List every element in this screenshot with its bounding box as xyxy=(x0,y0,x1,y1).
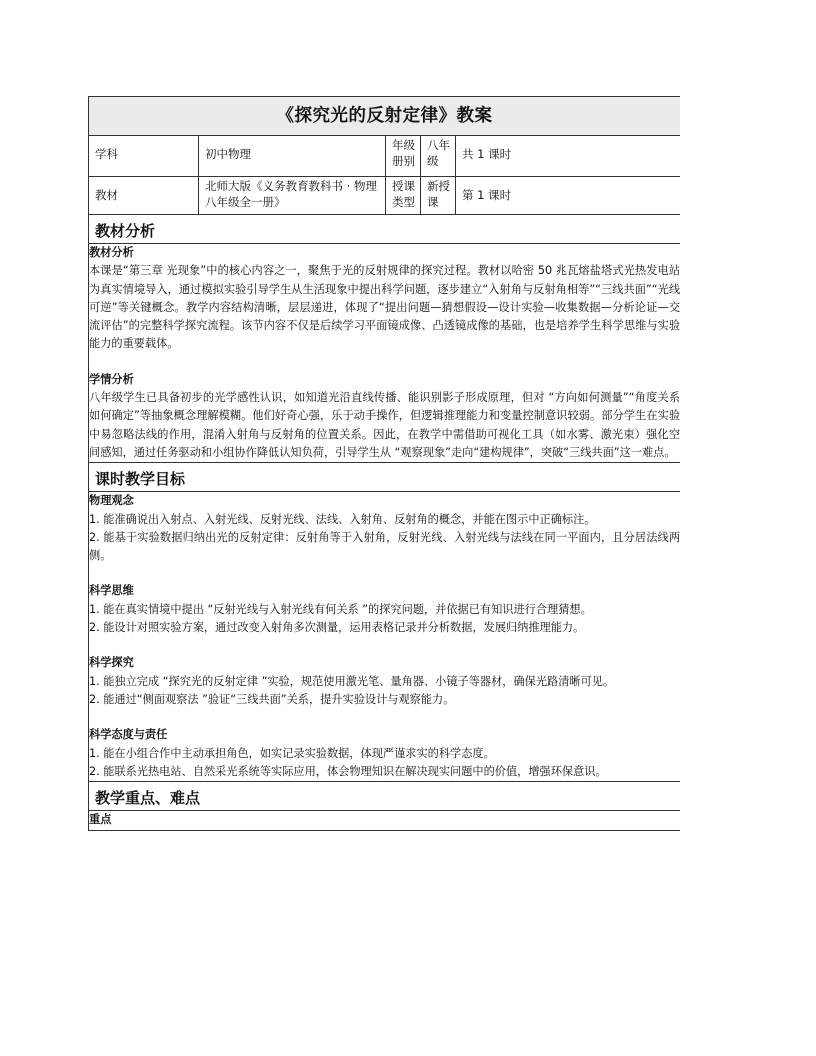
title-cell xyxy=(89,97,681,136)
analysis-body xyxy=(89,244,681,463)
objective-item: 1. 能独立完成 “探究光的反射定律 ”实验，规范使用激光笔、量角器、小镜子等器材，确保光路清晰可见。 xyxy=(89,674,615,688)
section-header-analysis xyxy=(89,215,681,244)
subheading-physics-concepts: 物理观念 xyxy=(89,494,134,508)
objective-item: 2. 能设计对照实验方案，通过改变入射角多次测量，运用表格记录并分析数据，发展归纳推理能力。 xyxy=(89,621,585,635)
info-row-subject xyxy=(89,136,681,177)
section-title-keypoints: 教学重点、难点 xyxy=(95,789,201,808)
subheading-scientific-thinking: 科学思维 xyxy=(89,584,134,598)
objective-item: 2. 能通过“侧面观察法 ”验证“三线共面”关系，提升实验设计与观察能力。 xyxy=(89,692,455,706)
objective-item: 1. 能准确说出入射点、入射光线、反射光线、法线、入射角、反射角的概念，并能在图示中正确标注。 xyxy=(89,512,596,526)
document-title: 《探究光的反射定律》教案 xyxy=(276,106,493,126)
type-label: 授课类型 xyxy=(392,179,415,209)
subheading-key-focus: 重点 xyxy=(89,813,112,827)
objective-item: 2. 能联系光热电站、自然采光系统等实际应用，体会物理知识在解决现实问题中的价值，增强环保意识。 xyxy=(89,764,607,778)
keypoints-body xyxy=(89,811,681,831)
subheading-scientific-inquiry: 科学探究 xyxy=(89,656,134,670)
subheading-attitude-responsibility: 科学态度与责任 xyxy=(89,728,168,742)
paragraph-material-analysis: 本课是“第三章 光现象”中的核心内容之一，聚焦于光的反射规律的探究过程。教材以哈密 50 兆瓦熔盐塔式光热发电站为真实情境导入，通过模拟实验引导学生从生活现象中提出科学问题，逐步建立“入射角与反射角相等”“三线共面”“光线可逆”等关键概念。教学内容结构清晰，层层递进，体现了“提出问题—猜想假设—设计实验—收集数据—分析论证—交流评估”的完整科学探究流程。该节内容不仅是后续学习平面镜成像、凸透镜成像的基础，也是培养学生科学思维与实验能力的重要载体。 xyxy=(89,264,680,351)
period-value: 第 1 课时 xyxy=(462,188,512,202)
type-value: 新授课 xyxy=(427,179,450,209)
section-title-objectives: 课时教学目标 xyxy=(95,470,186,489)
lesson-plan-page xyxy=(88,96,680,956)
subheading-learner-analysis: 学情分析 xyxy=(89,372,134,386)
subheading-material-analysis: 教材分析 xyxy=(89,246,134,259)
subject-label: 学科 xyxy=(95,147,118,161)
section-title-analysis: 教材分析 xyxy=(95,222,156,240)
grade-label: 年级册别 xyxy=(392,138,415,168)
grade-value: 八年级 xyxy=(427,138,450,168)
paragraph-learner-analysis: 八年级学生已具备初步的光学感性认识，如知道光沿直线传播、能识别影子形成原理，但对 “方向如何测量”“角度关系如何确定”等抽象概念理解模糊。他们好奇心强，乐于动手操作，但逻辑推理能力和变量控制意识较弱。部分学生在实验中易忽略法线的作用，混淆入射角与反射角的位置关系。因此，在教学中需借助可视化工具（如水雾、激光束）强化空间感知，通过任务驱动和小组协作降低认知负荷，引导学生从 “观察现象”走向“建构规律”，突破“三线共面”这一难点。 xyxy=(89,391,680,459)
objective-item: 2. 能基于实验数据归纳出光的反射定律：反射角等于入射角，反射光线、入射光线与法线在同一平面内，且分居法线两侧。 xyxy=(89,530,680,563)
material-value: 北师大版《义务教育教科书 · 物理八年级全一册》 xyxy=(205,179,377,209)
subject-value: 初中物理 xyxy=(205,147,251,161)
objectives-body xyxy=(89,492,681,782)
section-header-keypoints xyxy=(89,782,681,811)
objective-item: 1. 能在真实情境中提出 “反射光线与入射光线有何关系 ”的探究问题，并依据已有知识进行合理猜想。 xyxy=(89,602,592,616)
objective-item: 1. 能在小组合作中主动承担角色，如实记录实验数据，体现严谨求实的科学态度。 xyxy=(89,746,495,760)
hours-value: 共 1 课时 xyxy=(462,147,512,161)
info-row-material xyxy=(89,177,681,215)
material-label: 教材 xyxy=(95,188,118,202)
section-header-objectives xyxy=(89,463,681,492)
lesson-plan-table xyxy=(88,96,680,831)
